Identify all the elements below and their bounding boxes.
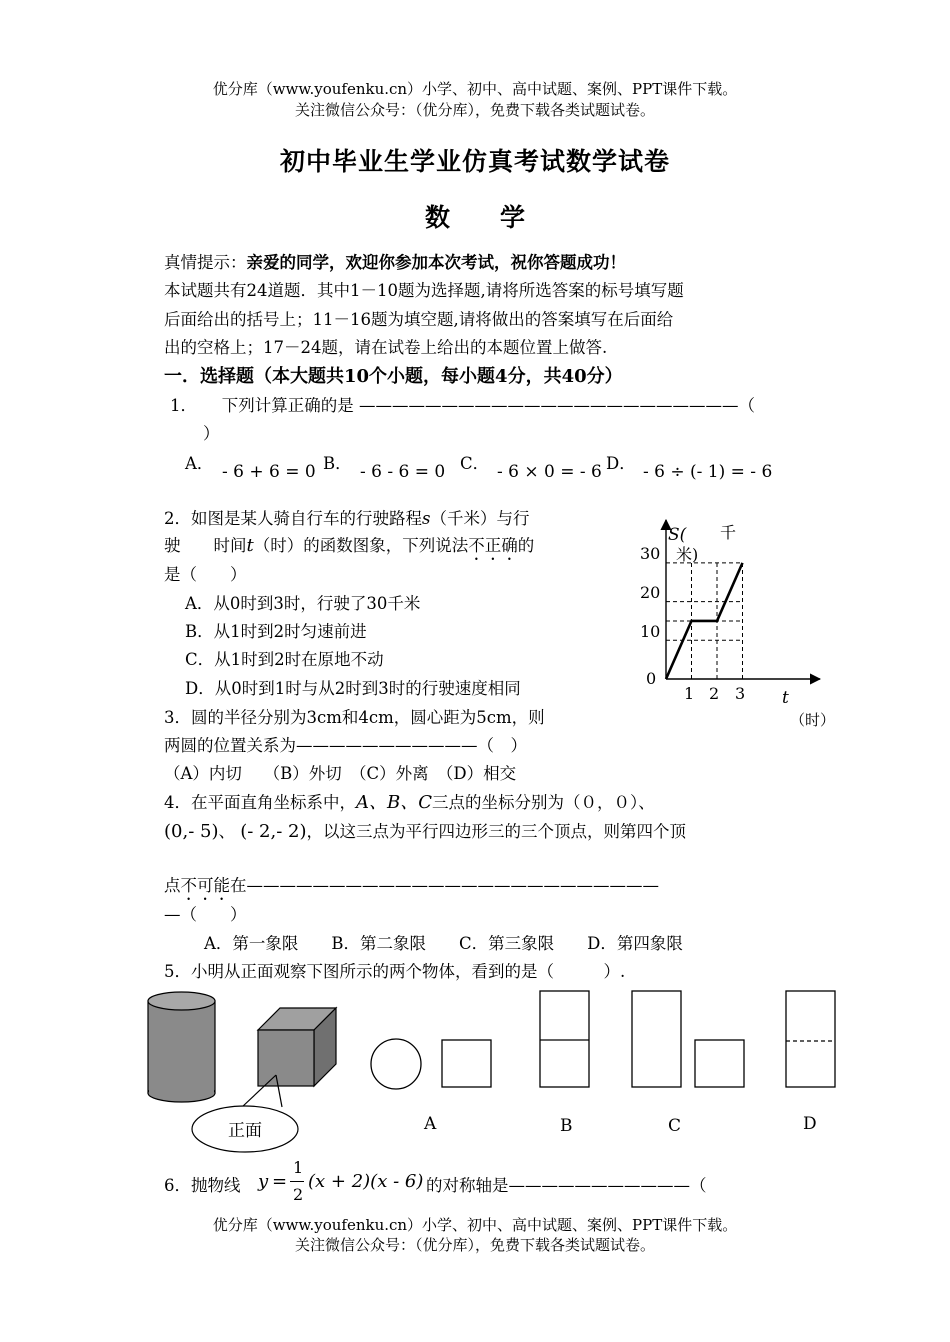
header-line-1: 优分库（www.youfenku.cn）小学、初中、高中试题、案例、PPT课件下载。 <box>212 80 738 98</box>
q4-line-4: —（ ） <box>164 905 247 924</box>
q2-line-1 <box>164 505 529 529</box>
q6-pre: 6．抛物线 <box>164 1176 241 1195</box>
q4-coord-c: (- 2,- 2) <box>240 821 307 842</box>
q6-post: 的对称轴是———————————（ <box>426 1176 707 1195</box>
option-b-rect <box>540 991 589 1087</box>
q6-fraction-bar <box>290 1181 304 1182</box>
page-title: 初中毕业生学业仿真考试数学试卷 <box>279 147 670 176</box>
option-c-tall-rect <box>632 991 681 1087</box>
q2-var-s: s <box>422 509 431 528</box>
q1-c-label: C． <box>460 454 490 473</box>
q2-option-b: B．从1时到2时匀速前进 <box>185 622 367 641</box>
q1-a-expr: - 6 + 6 = 0 <box>222 462 316 482</box>
q2-option-a: A．从0时到3时，行驶了30千米 <box>185 594 421 613</box>
q4-options: A．第一象限 B．第二象限 C．第三象限 D．第四象限 <box>204 934 683 953</box>
intro-hint <box>164 249 626 273</box>
section-heading: 一．选择题（本大题共10个小题，每小题4分，共40分） <box>164 366 623 387</box>
q6-denominator: 2 <box>293 1185 304 1204</box>
q2-var-t: t <box>246 535 254 556</box>
q4-coord-b: (0,- 5) <box>164 821 219 842</box>
q4-points-abc: A、B、C <box>356 792 432 813</box>
origin-label: 0 <box>646 669 657 688</box>
footer-line-2: 关注微信公众号：（优分库），免费下载各类试题试卷。 <box>294 1236 655 1254</box>
intro-line-3: 出的空格上；17－24题，请在试卷上给出的本题位置上做答. <box>164 338 608 357</box>
q6-var-y: y <box>258 1171 269 1192</box>
q4-line-1 <box>164 788 655 814</box>
distance-time-graph <box>620 510 845 740</box>
x-axis-label-t: t <box>782 688 789 708</box>
option-c-label: C <box>668 1116 682 1136</box>
option-a-circle <box>371 1039 421 1089</box>
x-tick-1: 1 <box>684 684 695 703</box>
q4-emphasis: 不可能 <box>180 876 230 895</box>
intro-line-1: 本试题共有24道题．其中1－10题为选择题,请将所选答案的标号填写题 <box>164 281 684 300</box>
q2-l2-text-b: （时）的函数图象，下列说法 <box>253 536 469 555</box>
option-a-label: A <box>424 1114 437 1134</box>
q2-option-c: C．从1时到2时在原地不动 <box>185 650 384 669</box>
y-tick-30: 30 <box>640 544 661 563</box>
cylinder-shape <box>148 992 215 1102</box>
q2-emphasis: 不正确 <box>468 536 518 555</box>
y-axis-label-unit-a: 千 <box>720 523 737 542</box>
q1-stem: 1． 下列计算正确的是 ———————————————————————（ <box>170 396 755 415</box>
y-tick-20: 20 <box>640 583 661 602</box>
q4-line-3 <box>164 872 659 904</box>
q2-line-2 <box>164 532 534 564</box>
q2-l2-text: 驶 时间 <box>164 536 247 555</box>
cube-shape <box>258 1008 336 1086</box>
option-d-rect <box>786 991 835 1087</box>
header-line-2: 关注微信公众号：（优分库），免费下载各类试题试卷。 <box>294 101 655 119</box>
option-a-square <box>442 1040 491 1087</box>
q2-option-d: D．从0时到1时与从2时到3时的行驶速度相同 <box>185 679 521 698</box>
x-tick-3: 3 <box>735 684 746 703</box>
hint-label: 真情提示： <box>164 253 247 272</box>
q3-line-2: 两圆的位置关系为———————————（ ） <box>164 736 527 755</box>
q4-line-2 <box>164 818 686 842</box>
q1-b-expr: - 6 - 6 = 0 <box>360 462 446 482</box>
x-tick-2: 2 <box>709 684 720 703</box>
q3-line-1: 3．圆的半径分别为3cm和4cm，圆心距为5cm，则 <box>164 708 545 727</box>
y-axis-label-s: S( <box>668 525 687 545</box>
q2-line-3: 是（ ） <box>164 565 247 584</box>
q5-figure <box>140 985 850 1155</box>
front-label: 正面 <box>228 1121 262 1141</box>
y-tick-10: 10 <box>640 622 661 641</box>
option-b-label: B <box>560 1116 573 1136</box>
q1-close: ） <box>203 424 220 443</box>
q4-l3-text-c: 在————————————————————————— <box>230 876 659 895</box>
q4-l1-text-b: 三点的坐标分别为（０，０）、 <box>432 793 655 812</box>
q1-d-expr: - 6 ÷ (- 1) = - 6 <box>643 462 773 482</box>
q6-equals: = <box>272 1171 288 1192</box>
q5-stem: 5．小明从正面观察下图所示的两个物体，看到的是（ ）. <box>164 962 626 981</box>
q2-l1-text: 2．如图是某人骑自行车的行驶路程 <box>164 509 422 528</box>
footer-line-1: 优分库（www.youfenku.cn）小学、初中、高中试题、案例、PPT课件下载。 <box>212 1216 738 1234</box>
q2-l1-text-b: （千米）与行 <box>430 509 530 528</box>
q4-l2-text: ，以这三点为平行四边形三的三个顶点，则第四个顶 <box>306 822 687 841</box>
y-axis-label-unit-b: 米) <box>676 545 699 564</box>
q2-l2-text-d: 的 <box>517 536 535 555</box>
q1-b-label: B． <box>323 454 352 473</box>
q6-numerator: 1 <box>293 1158 304 1177</box>
page-subtitle: 数 学 <box>424 203 525 232</box>
intro-line-2: 后面给出的括号上；11－16题为填空题,请将做出的答案填写在后面给 <box>164 310 674 329</box>
x-axis-unit: （时） <box>790 711 836 729</box>
option-c-square <box>695 1040 744 1087</box>
q1-d-label: D． <box>606 454 636 473</box>
q1-c-expr: - 6 × 0 = - 6 <box>497 462 602 482</box>
q6-expression: (x + 2)(x - 6) <box>308 1171 424 1192</box>
q4-l3-text: 点 <box>164 876 181 895</box>
q1-a-label: A． <box>185 454 214 473</box>
option-d-label: D <box>803 1114 817 1134</box>
q4-l1-text: 4．在平面直角坐标系中， <box>164 793 356 812</box>
q3-options: （A）内切 （B）外切 （C）外离 （D）相交 <box>164 764 517 783</box>
hint-text: 亲爱的同学，欢迎你参加本次考试，祝你答题成功！ <box>246 253 626 272</box>
q4-sep: 、 <box>218 822 235 841</box>
